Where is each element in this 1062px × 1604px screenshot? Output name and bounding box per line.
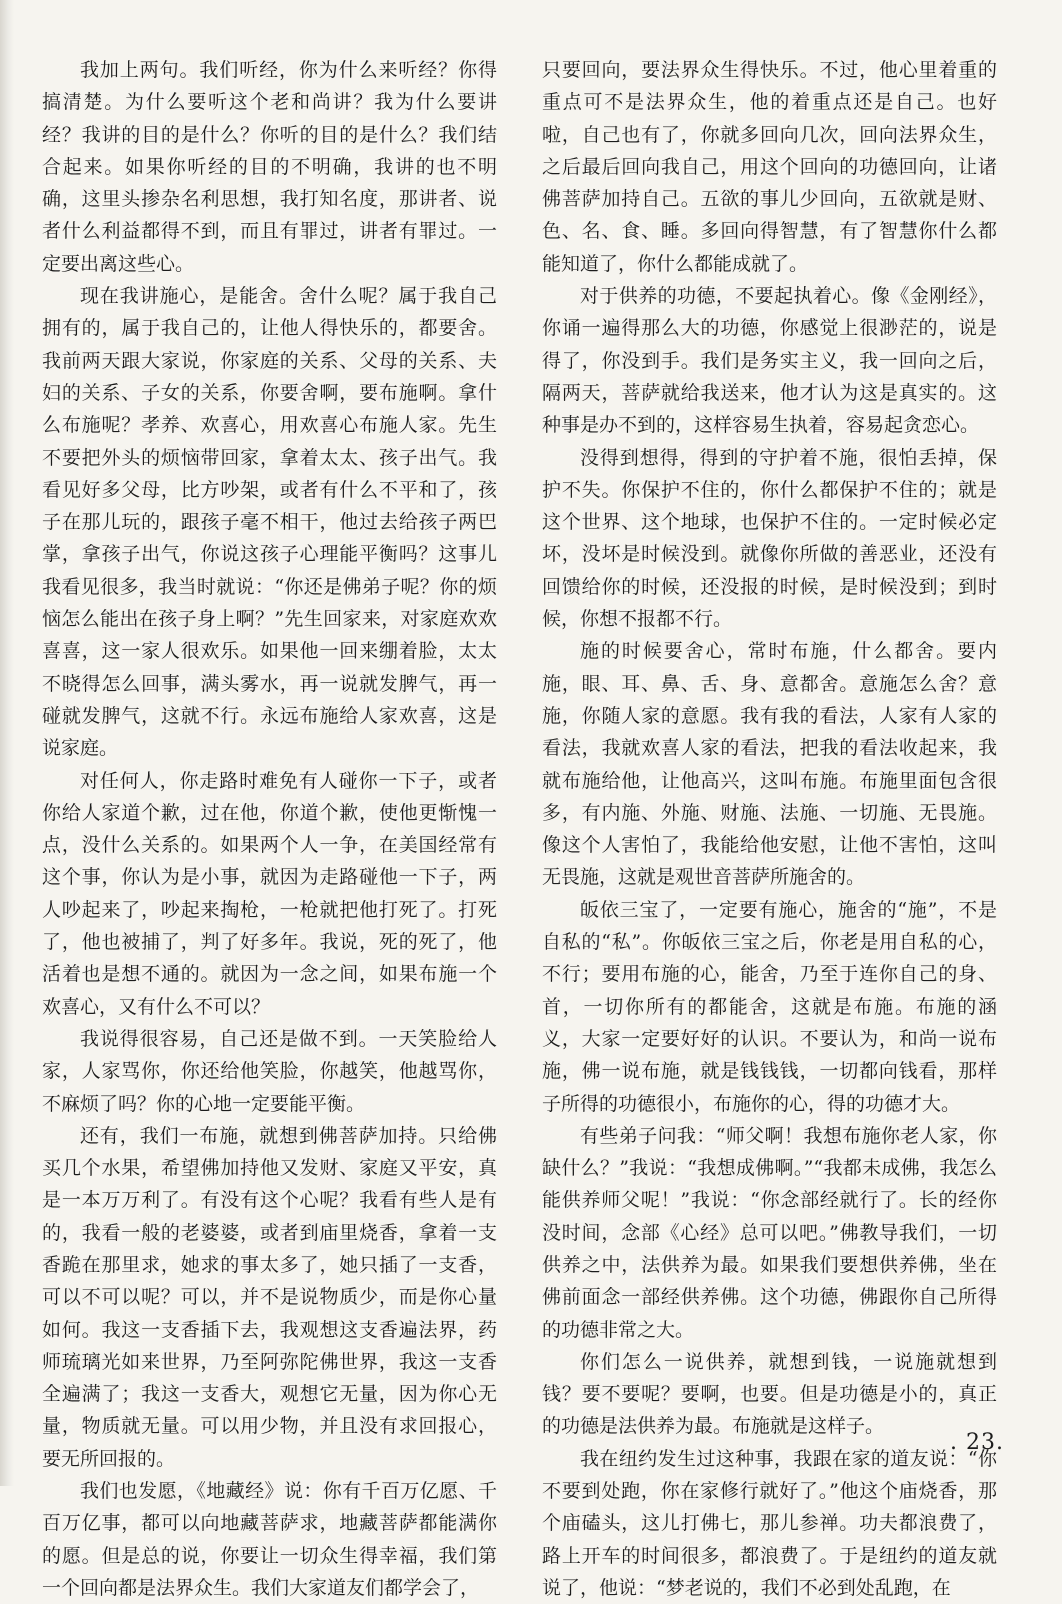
paragraph: 我们也发愿，《地藏经》说：你有千百万亿愿、千百万亿事，都可以向地藏菩萨求，地藏菩萨都能满你的愿。但是总的说，你要让一切众生得幸福，我们第一个回向都是法界众生。我们大家道友们都学会了， — [42, 1480, 497, 1599]
paragraph: 对任何人，你走路时难免有人碰你一下子，或者你给人家道个歉，过在他，你道个歉，使他更惭愧一点，没什么关系的。如果两个人一争，在美国经常有这个事，你认为是小事，就因为走路碰他一下子，两人吵起来了，吵起来掏枪，一枪就把他打死了。打死了，他也被捕了，判了好多年。我说，死的死了，他活着也是想不通的。就因为一念之间，如果布施一个欢喜心，又有什么不可以？ — [42, 769, 497, 1018]
paragraph: 还有，我们一布施，就想到佛菩萨加持。只给佛买几个水果，希望佛加持他又发财、家庭又平安，真是一本万万利了。有没有这个心呢？我看有些人是有的，我看一般的老婆婆，或者到庙里烧香，拿着一支香跪在那里求，她求的事太多了，她只插了一支香，可以不可以呢？可以，并不是说物质少，而是你心量如何。我这一支香插下去，我观想这支香遍法界，药师琉璃光如来世界，乃至阿弥陀佛世界，我这一支香全遍满了；我这一支香大，观想它无量，因为你心无量，物质就无量。可以用少物，并且没有求回报心，要无所回报的。 — [42, 1124, 497, 1470]
paragraph: 我说得很容易，自己还是做不到。一天笑脸给人家，人家骂你，你还给他笑脸，你越笑，他越骂你，不麻烦了吗？你的心地一定要能平衡。 — [42, 1027, 497, 1115]
paragraph: 对于供养的功德，不要起执着心。像《金刚经》，你诵一遍得那么大的功德，你感觉上很渺茫的，说是得了，你没到手。我们是务实主义，我一回向之后，隔两天，菩萨就给我送来，他才认为这是真实的。这种事是办不到的，这样容易生执着，容易起贪恋心。 — [542, 285, 997, 437]
continued-paragraph: 只要回向，要法界众生得快乐。不过，他心里着重的重点可不是法界众生，他的着重点还是自己。也好啦，自己也有了，你就多回向几次，回向法界众生，之后最后回向我自己，用这个回向的功德回向，让诸佛菩萨加持自己。五欲的事儿少回向，五欲就是财、色、名、食、睡。多回向得智慧，有了智慧你什么都能知道了，你什么都能成就了。 — [542, 59, 997, 275]
paragraph: 我在纽约发生过这种事，我跟在家的道友说：“你不要到处跑，你在家修行就好了。”他这个庙烧香，那个庙磕头，这儿打佛七，那儿参禅。功夫都浪费了，路上开车的时间很多，都浪费了。于是纽约的道友就说了，他说：“梦老说的，我们不必到处乱跑，在 — [542, 1447, 997, 1599]
right-column — [542, 54, 997, 1604]
paragraph: 施的时候要舍心，常时布施，什么都舍。要内施，眼、耳、鼻、舌、身、意都舍。意施怎么舍？意施，你随人家的意愿。我有我的看法，人家有人家的看法，我就欢喜人家的看法，把我的看法收起来，我就布施给他，让他高兴，这叫布施。布施里面包含很多，有内施、外施、财施、法施、一切施、无畏施。像这个人害怕了，我能给他安慰，让他不害怕，这叫无畏施，这就是观世音菩萨所施舍的。 — [542, 640, 997, 889]
paragraph: 你们怎么一说供养，就想到钱，一说施就想到钱？要不要呢？要啊，也要。但是功德是小的，真正的功德是法供养为最。布施就是这样子。 — [542, 1350, 997, 1438]
paragraph: 没得到想得，得到的守护着不施，很怕丢掉，保护不失。你保护不住的，你什么都保护不住的；就是这个世界、这个地球，也保护不住的。一定时候必定坏，没坏是时候没到。就像你所做的善恶业，还没有回馈给你的时候，还没报的时候，是时候没到；到时候，你想不报都不行。 — [542, 446, 997, 631]
paragraph: 有些弟子问我：“师父啊！我想布施你老人家，你缺什么？”我说：“我想成佛啊。”“我都未成佛，我怎么能供养师父呢！”我说：“你念部经就行了。长的经你没时间，念部《心经》总可以吧。”佛教导我们，一切供养之中，法供养为最。如果我们要想供养佛，坐在佛前面念一部经供养佛。这个功德，佛跟你自己所得的功德非常之大。 — [542, 1124, 997, 1341]
page-number: . 23. — [950, 1430, 1004, 1455]
paragraph: 现在我讲施心，是能舍。舍什么呢？属于我自己拥有的，属于我自己的，让他人得快乐的，都要舍。我前两天跟大家说，你家庭的关系、父母的关系、夫妇的关系、子女的关系，你要舍啊，要布施啊。拿什么布施呢？孝养、欢喜心，用欢喜心布施人家。先生不要把外头的烦恼带回家，拿着太太、孩子出气。我看见好多父母，比方吵架，或者有什么不平和了，孩子在那儿玩的，跟孩子毫不相干，他过去给孩子两巴掌，拿孩子出气，你说这孩子心理能平衡吗？这事儿我看见很多，我当时就说：“你还是佛弟子呢？你的烦恼怎么能出在孩子身上啊？”先生回家来，对家庭欢欢喜喜，这一家人很欢乐。如果他一回来绷着脸，太太不晓得怎么回事，满头雾水，再一说就发脾气，再一碰就发脾气，这就不行。永远布施给人家欢喜，这是说家庭。 — [42, 285, 497, 760]
paragraph: 我加上两句。我们听经，你为什么来听经？你得搞清楚。为什么要听这个老和尚讲？我为什么要讲经？我讲的目的是什么？你听的目的是什么？我们结合起来。如果你听经的目的不明确，我讲的也不明确，这里头掺杂名利思想，我打知名度，那讲者、说者什么利益都得不到，而且有罪过，讲者有罪过。一定要出离这些心。 — [42, 59, 497, 275]
page-spine-shadow — [0, 0, 14, 1486]
left-column — [42, 54, 497, 1604]
paragraph: 皈依三宝了，一定要有施心，施舍的“施”，不是自私的“私”。你皈依三宝之后，你老是用自私的心，不行；要用布施的心，能舍，乃至于连你自己的身、首，一切你所有的都能舍，这就是布施。布施的涵义，大家一定要好好的认识。不要认为，和尚一说布施，佛一说布施，就是钱钱钱，一切都向钱看，那样子所得的功德很小，布施你的心，得的功德才大。 — [542, 898, 997, 1115]
